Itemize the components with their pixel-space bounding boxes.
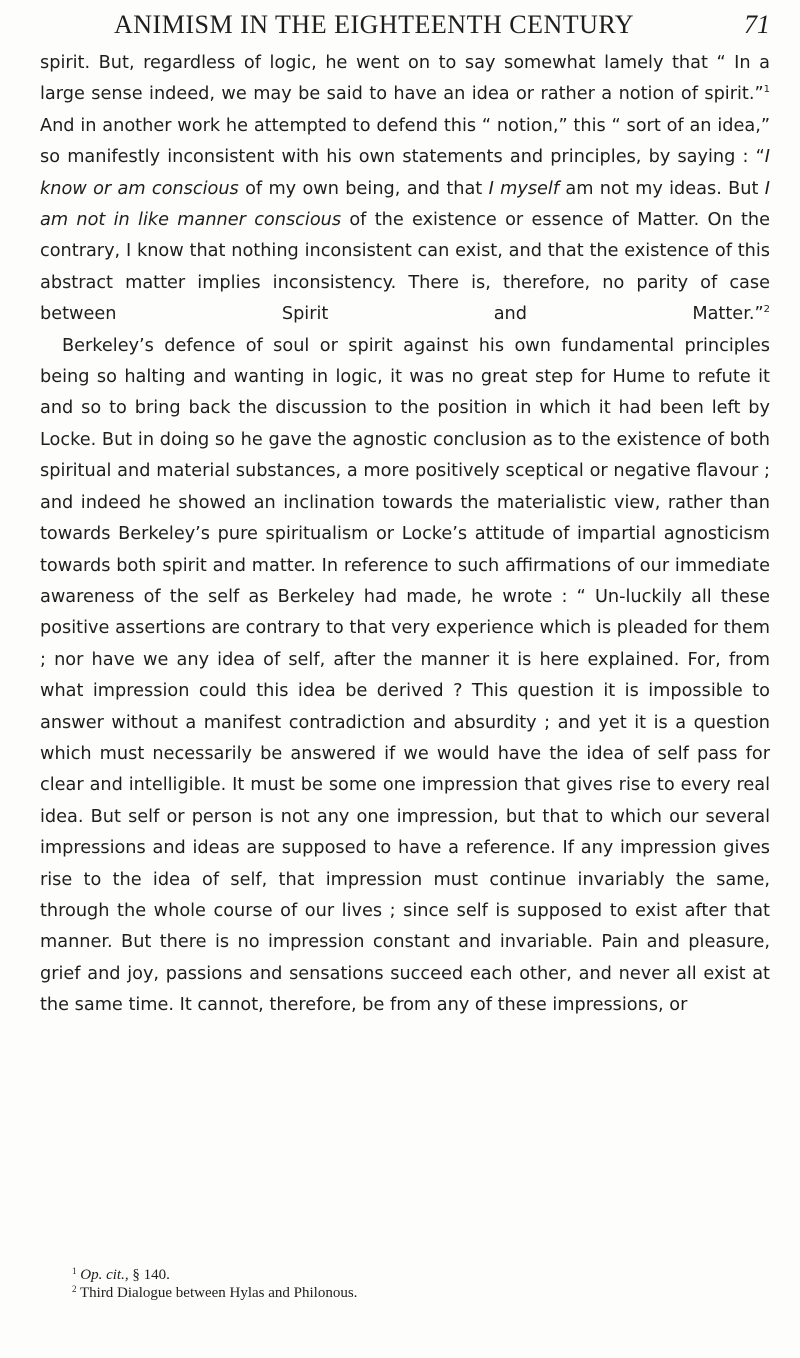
paragraph-text: And in another work he attempted to defend this “ notion,” this “ sort of an idea,” so manifestly inconsistent with his own statements and principles, by saying : “ bbox=[40, 115, 770, 168]
page-header bbox=[40, 10, 770, 46]
footnote-mark: 2 bbox=[72, 1284, 77, 1294]
footnote-1 bbox=[40, 1266, 770, 1284]
italic-emphasis: I myself bbox=[488, 178, 560, 199]
footnote-text: Third Dialogue between Hylas and Philonous. bbox=[79, 1285, 358, 1301]
italic-emphasis: I know or am conscious bbox=[40, 147, 770, 199]
italic-emphasis: I am not in like manner conscious bbox=[40, 178, 770, 231]
paragraph-text: am not my ideas. But bbox=[559, 178, 765, 199]
footnote-ref-2: 2 bbox=[763, 304, 770, 316]
footnote-2 bbox=[40, 1284, 770, 1302]
paragraph-text: of the existence or essence of Matter. On the contrary, I know that nothing inconsistent can exist, and that the existence of this abstract matter implies inconsistency. There is, therefore, no parity of case between Spirit and Matter.” bbox=[40, 210, 770, 325]
footnote-italic: Op. cit., bbox=[80, 1267, 129, 1283]
paragraph-text: of my own being, and that bbox=[238, 178, 489, 199]
paragraph-2: Berkeley’s defence of soul or spirit against his own fundamental principles being so halting and wanting in logic, it was no great step for Hume to refute it and so to bring back the discussion to the position in which it had been left by Locke. But in doing so he gave the agnostic conclusion as to the existence of both spiritual and material substances, a more positively sceptical or negative flavour ; and indeed he showed an inclination towards the materialistic view, rather than towards Berkeley’s pure spiritualism or Locke’s attitude of impartial agnosticism towards both spirit and matter. In reference to such affirmations of our immediate awareness of the self as Berkeley had made, he wrote : “ Un-luckily all these positive assertions are contrary to that very experience which is pleaded for them ; nor have we any idea of self, after the manner it is here explained. For, from what impression could this idea be derived ? This question it is impossible to answer without a manifest contradiction and absurdity ; and yet it is a question which must necessarily be answered if we would have the idea of self pass for clear and intelligible. It must be some one impression that gives rise to every real idea. But self or person is not any one impression, but that to which our several impressions and ideas are supposed to have a reference. If any impression gives rise to the idea of self, that impression must continue invariably the same, through the whole course of our lives ; since self is supposed to exist after that manner. But there is no impression constant and invariable. Pain and pleasure, grief and joy, passions and sensations succeed each other, and never all exist at the same time. It cannot, therefore, be from any of these impressions, or bbox=[40, 335, 770, 1016]
footnote-mark: 1 bbox=[72, 1266, 77, 1276]
footnotes bbox=[40, 1266, 770, 1302]
footnote-ref-1: 1 bbox=[763, 84, 770, 96]
paragraph-text: spirit. But, regardless of logic, he went on to say somewhat lamely that “ In a large sense indeed, we may be said to have an idea or rather a notion of spirit.” bbox=[40, 53, 770, 105]
paragraph-1 bbox=[40, 48, 770, 331]
page-number: 71 bbox=[744, 10, 770, 39]
body-text bbox=[40, 48, 770, 1022]
footnote-text: § 140. bbox=[128, 1267, 170, 1283]
running-title: ANIMISM IN THE EIGHTEENTH CENTURY bbox=[114, 10, 635, 39]
